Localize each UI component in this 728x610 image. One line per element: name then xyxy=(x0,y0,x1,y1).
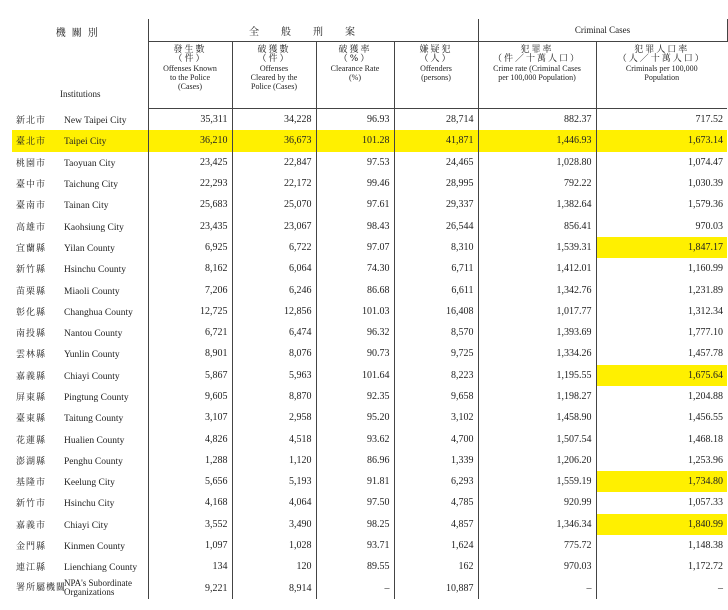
crime-statistics-table xyxy=(12,19,728,599)
value-cell: 8,076 xyxy=(232,343,316,364)
value-cell: 28,714 xyxy=(394,109,478,131)
value-cell: 6,474 xyxy=(232,322,316,343)
value-cell: 1,028 xyxy=(232,535,316,556)
institution-name-zh: 署所屬機關 xyxy=(16,583,67,594)
value-cell: 26,544 xyxy=(394,215,478,236)
institution-name-en: Chiayi County xyxy=(64,371,120,382)
value-cell: 4,064 xyxy=(232,492,316,513)
value-cell: 882.37 xyxy=(478,109,596,131)
value-cell: 792.22 xyxy=(478,173,596,194)
institution-name-en: Miaoli County xyxy=(64,286,120,297)
value-cell: 8,310 xyxy=(394,237,478,258)
value-cell: 89.55 xyxy=(316,556,394,577)
institution-name-en: Changhua County xyxy=(64,307,133,318)
institution-name-en: Nantou County xyxy=(64,329,123,340)
value-cell: 34,228 xyxy=(232,109,316,131)
column-header-zh: 犯罪率 xyxy=(520,45,554,55)
value-cell: 1,342.76 xyxy=(478,279,596,300)
value-cell: 1,206.20 xyxy=(478,450,596,471)
value-cell: 93.62 xyxy=(316,428,394,449)
column-header-en: Clearance Rate (%) xyxy=(330,64,380,82)
institution-name-en: Taitung County xyxy=(64,414,124,425)
value-cell: 1,028.80 xyxy=(478,152,596,173)
value-cell: 1,507.54 xyxy=(478,428,596,449)
value-cell: 3,490 xyxy=(232,514,316,535)
criminal-cases-group-header: Criminal Cases xyxy=(478,19,727,42)
institution-name-en: Yunlin County xyxy=(64,350,120,361)
institution-name-en: Chiayi City xyxy=(64,520,109,531)
value-cell: 101.03 xyxy=(316,301,394,322)
value-cell: 96.93 xyxy=(316,109,394,131)
table-row xyxy=(12,130,727,151)
value-cell: 6,293 xyxy=(394,471,478,492)
institution-name-zh: 連江縣 xyxy=(16,563,47,574)
table-row xyxy=(12,407,727,428)
table-row xyxy=(12,365,727,386)
value-cell: 1,231.89 xyxy=(688,284,723,296)
value-cell: 6,925 xyxy=(148,237,232,258)
value-cell: 717.52 xyxy=(695,114,723,126)
value-cell: 856.41 xyxy=(478,215,596,236)
value-cell: 22,847 xyxy=(232,152,316,173)
institution-name-en: Penghu County xyxy=(64,456,123,467)
value-cell: 1,253.96 xyxy=(688,454,723,466)
value-cell: 90.73 xyxy=(316,343,394,364)
value-cell: 1,393.69 xyxy=(478,322,596,343)
institution-name-zh: 臺東縣 xyxy=(16,414,47,425)
value-cell: 36,210 xyxy=(148,130,232,151)
institution-cell xyxy=(12,301,148,322)
institution-cell xyxy=(12,471,148,492)
value-cell: 1,204.88 xyxy=(688,391,723,402)
table-row xyxy=(12,556,727,577)
value-cell: 22,172 xyxy=(232,173,316,194)
value-cell: 93.71 xyxy=(316,535,394,556)
column-header-en: Offenses Known to the Police (Cases) xyxy=(163,64,217,91)
table-row xyxy=(12,109,727,131)
value-cell: 1,030.39 xyxy=(688,178,723,190)
value-cell: 28,995 xyxy=(394,173,478,194)
value-cell: 134 xyxy=(148,556,232,577)
institution-name-zh: 澎湖縣 xyxy=(16,456,47,467)
institution-name-en: Hualien County xyxy=(64,435,125,446)
institution-cell xyxy=(12,343,148,364)
table-row xyxy=(12,535,727,556)
table-row xyxy=(12,578,727,599)
column-header-zh: 嫌疑犯 xyxy=(419,45,453,55)
value-cell: 1,017.77 xyxy=(478,301,596,322)
value-cell: 1,346.34 xyxy=(478,514,596,535)
value-cell: 1,339 xyxy=(394,450,478,471)
value-cell: 97.07 xyxy=(316,237,394,258)
institution-cell xyxy=(12,514,148,535)
value-cell: 7,206 xyxy=(148,279,232,300)
column-header-en: Offenses Cleared by the Police (Cases) xyxy=(250,64,298,91)
institution-name-zh: 桃園市 xyxy=(16,158,47,169)
value-cell: 4,785 xyxy=(394,492,478,513)
institution-header-zh: 機關別 xyxy=(55,28,104,39)
value-cell: 1,334.26 xyxy=(478,343,596,364)
institution-name-zh: 南投縣 xyxy=(16,329,47,340)
value-cell: 1,074.47 xyxy=(688,156,723,168)
institution-name-zh: 宜蘭縣 xyxy=(16,243,47,254)
institution-cell xyxy=(12,428,148,449)
institution-name-en: Hsinchu County xyxy=(64,265,127,276)
value-cell: – xyxy=(478,578,596,599)
value-cell: 4,168 xyxy=(148,492,232,513)
institution-name-en: Hsinchu City xyxy=(64,499,115,510)
column-header-unit: （人／十萬人口） xyxy=(617,54,706,64)
value-cell: 8,162 xyxy=(148,258,232,279)
value-cell: 5,867 xyxy=(148,365,232,386)
column-header-1 xyxy=(148,42,232,109)
value-cell: 12,725 xyxy=(148,301,232,322)
column-header-5 xyxy=(478,42,596,109)
value-cell: 23,435 xyxy=(148,215,232,236)
table-row xyxy=(12,428,727,449)
table-row xyxy=(12,215,727,236)
value-cell: 86.96 xyxy=(316,450,394,471)
value-cell: – xyxy=(316,578,394,599)
table-row xyxy=(12,301,727,322)
value-cell: 97.50 xyxy=(316,492,394,513)
value-cell: 23,425 xyxy=(148,152,232,173)
value-cell: 1,097 xyxy=(148,535,232,556)
value-cell: 91.81 xyxy=(316,471,394,492)
column-header-zh: 發生數 xyxy=(173,45,207,55)
value-cell: 6,246 xyxy=(232,279,316,300)
value-cell: 95.20 xyxy=(316,407,394,428)
institution-cell xyxy=(12,109,148,131)
institution-cell xyxy=(12,279,148,300)
institution-name-en: Taoyuan City xyxy=(64,158,116,169)
institution-cell xyxy=(12,365,148,386)
institution-name-zh: 新竹市 xyxy=(16,499,47,510)
value-cell: 101.64 xyxy=(316,365,394,386)
value-cell: 29,337 xyxy=(394,194,478,215)
institution-name-en: New Taipei City xyxy=(64,115,127,126)
value-cell: 99.46 xyxy=(316,173,394,194)
value-cell: 5,193 xyxy=(232,471,316,492)
value-cell: 1,446.93 xyxy=(478,130,596,151)
value-cell: 16,408 xyxy=(394,301,478,322)
value-cell: 97.61 xyxy=(316,194,394,215)
institution-cell xyxy=(12,322,148,343)
value-cell: 1,559.19 xyxy=(478,471,596,492)
institution-name-zh: 基隆市 xyxy=(16,478,47,489)
value-cell: 9,658 xyxy=(394,386,478,407)
value-cell: 162 xyxy=(394,556,478,577)
value-cell: 970.03 xyxy=(695,220,723,232)
general-cases-group-header: 全般刑案 xyxy=(148,19,478,42)
value-cell: 120 xyxy=(232,556,316,577)
value-cell: 1,312.34 xyxy=(688,305,723,317)
institution-name-en: Keelung City xyxy=(64,478,115,489)
table-row xyxy=(12,386,727,407)
value-cell: 9,725 xyxy=(394,343,478,364)
value-cell: 1,777.10 xyxy=(688,327,723,339)
column-header-zh: 犯罪人口率 xyxy=(634,45,690,55)
value-cell: 1,539.31 xyxy=(478,237,596,258)
value-cell: 8,914 xyxy=(232,578,316,599)
column-header-en: Crime rate (Criminal Cases per 100,000 Population) xyxy=(493,64,581,82)
value-cell: 98.43 xyxy=(316,215,394,236)
institution-cell xyxy=(12,578,148,599)
value-cell: 920.99 xyxy=(478,492,596,513)
institution-name-zh: 臺南市 xyxy=(16,201,47,212)
value-cell: 25,683 xyxy=(148,194,232,215)
institution-cell xyxy=(12,450,148,471)
value-cell: 24,465 xyxy=(394,152,478,173)
value-cell: 1,198.27 xyxy=(478,386,596,407)
value-cell: 3,102 xyxy=(394,407,478,428)
value-cell: 6,711 xyxy=(394,258,478,279)
value-cell: 970.03 xyxy=(478,556,596,577)
value-cell: 5,656 xyxy=(148,471,232,492)
value-cell: 1,456.55 xyxy=(688,412,723,424)
column-header-unit: （件） xyxy=(173,54,207,64)
table-row xyxy=(12,173,727,194)
value-cell: 6,721 xyxy=(148,322,232,343)
institution-name-zh: 新北市 xyxy=(16,115,47,126)
column-header-zh: 破獲數 xyxy=(257,45,291,55)
institution-cell xyxy=(12,194,148,215)
value-cell: 3,552 xyxy=(148,514,232,535)
column-header-unit: （件／十萬人口） xyxy=(492,54,581,64)
value-cell: 4,518 xyxy=(232,428,316,449)
value-cell: 2,958 xyxy=(232,407,316,428)
value-cell: 1,457.78 xyxy=(688,348,723,360)
institution-cell xyxy=(12,130,148,151)
institution-cell xyxy=(12,258,148,279)
value-cell: 23,067 xyxy=(232,215,316,236)
value-cell: 6,064 xyxy=(232,258,316,279)
value-cell: 1,288 xyxy=(148,450,232,471)
institution-name-en: Pingtung County xyxy=(64,393,129,403)
institution-cell xyxy=(12,215,148,236)
value-cell: 6,722 xyxy=(232,237,316,258)
institution-cell xyxy=(12,535,148,556)
value-cell: 1,624 xyxy=(394,535,478,556)
value-cell: 1,160.99 xyxy=(688,263,723,275)
value-cell: 36,673 xyxy=(232,130,316,151)
column-header-3 xyxy=(316,42,394,109)
value-cell: 10,887 xyxy=(394,578,478,599)
institution-name-zh: 臺中市 xyxy=(16,180,47,191)
institution-header-en: Institutions xyxy=(60,89,101,99)
value-cell: 1,172.72 xyxy=(688,561,723,573)
value-cell: 96.32 xyxy=(316,322,394,343)
institution-name-en: Lienchiang County xyxy=(64,563,138,574)
column-header-unit: （件） xyxy=(257,54,291,64)
value-cell: 12,856 xyxy=(232,301,316,322)
table-row xyxy=(12,450,727,471)
institution-name-en: Taipei City xyxy=(64,137,107,148)
value-cell: 98.25 xyxy=(316,514,394,535)
institution-name-zh: 花蓮縣 xyxy=(16,435,47,446)
column-header-2 xyxy=(232,42,316,109)
institution-cell xyxy=(12,237,148,258)
value-cell: 1,382.64 xyxy=(478,194,596,215)
table-row xyxy=(12,514,727,535)
institution-name-zh: 金門縣 xyxy=(16,542,47,553)
value-cell: 1,057.33 xyxy=(688,497,723,509)
value-cell: 9,605 xyxy=(148,386,232,407)
table-row xyxy=(12,471,727,492)
value-cell: 4,857 xyxy=(394,514,478,535)
table-row xyxy=(12,343,727,364)
value-cell: 1,195.55 xyxy=(478,365,596,386)
value-cell: 1,675.64 xyxy=(596,365,727,386)
table-row xyxy=(12,258,727,279)
institution-name-zh: 高雄市 xyxy=(16,222,47,233)
value-cell: 3,107 xyxy=(148,407,232,428)
value-cell: 9,221 xyxy=(148,578,232,599)
value-cell: 1,840.99 xyxy=(596,514,727,535)
institution-name-en: Yilan County xyxy=(64,243,115,254)
column-header-zh: 破獲率 xyxy=(338,45,372,55)
institution-cell xyxy=(12,556,148,577)
institution-cell xyxy=(12,407,148,428)
column-header-unit: （%） xyxy=(338,54,372,64)
value-cell: 1,468.18 xyxy=(688,433,723,445)
value-cell: 6,611 xyxy=(394,279,478,300)
institution-name-en: Kaohsiung City xyxy=(64,222,124,233)
column-header-6 xyxy=(596,42,727,109)
value-cell: 775.72 xyxy=(478,535,596,556)
value-cell: 1,148.38 xyxy=(688,540,723,552)
institution-name-zh: 嘉義市 xyxy=(16,520,47,531)
value-cell: 35,311 xyxy=(148,109,232,131)
column-header-en: Criminals per 100,000 Population xyxy=(625,64,698,82)
institution-cell xyxy=(12,152,148,173)
institution-name-zh: 嘉義縣 xyxy=(16,371,47,382)
institution-name-en: Taichung City xyxy=(64,180,118,191)
value-cell: 97.53 xyxy=(316,152,394,173)
value-cell: 4,700 xyxy=(394,428,478,449)
value-cell: 1,734.80 xyxy=(596,471,727,492)
value-cell: 22,293 xyxy=(148,173,232,194)
value-cell: 1,120 xyxy=(232,450,316,471)
institution-name-en: NPA's Subordinate Organizations xyxy=(64,578,133,598)
value-cell: 41,871 xyxy=(394,130,478,151)
value-cell: 8,870 xyxy=(232,386,316,407)
value-cell: 92.35 xyxy=(316,386,394,407)
column-header-4 xyxy=(394,42,478,109)
value-cell: 8,901 xyxy=(148,343,232,364)
column-header-unit: （人） xyxy=(419,54,453,64)
value-cell: 1,412.01 xyxy=(478,258,596,279)
column-header-en: Offenders (persons) xyxy=(420,64,452,82)
value-cell: 74.30 xyxy=(316,258,394,279)
value-cell: 25,070 xyxy=(232,194,316,215)
institution-name-zh: 彰化縣 xyxy=(16,307,47,318)
table-row xyxy=(12,279,727,300)
institution-name-en: Tainan City xyxy=(64,201,109,212)
institution-cell xyxy=(12,386,148,407)
institution-cell xyxy=(12,173,148,194)
value-cell: 5,963 xyxy=(232,365,316,386)
table-row xyxy=(12,492,727,513)
institution-name-zh: 屏東縣 xyxy=(16,393,47,403)
institution-name-en: Kinmen County xyxy=(64,542,125,553)
table-row xyxy=(12,237,727,258)
institution-cell xyxy=(12,492,148,513)
value-cell: 1,847.17 xyxy=(596,237,727,258)
table-row xyxy=(12,194,727,215)
institution-header xyxy=(12,19,148,109)
value-cell: 101.28 xyxy=(316,130,394,151)
institution-name-zh: 新竹縣 xyxy=(16,265,47,276)
institution-name-zh: 雲林縣 xyxy=(16,350,47,361)
value-cell: – xyxy=(718,582,723,594)
value-cell: 86.68 xyxy=(316,279,394,300)
value-cell: 8,223 xyxy=(394,365,478,386)
value-cell: 1,458.90 xyxy=(478,407,596,428)
table-row xyxy=(12,152,727,173)
value-cell: 1,673.14 xyxy=(596,130,727,151)
value-cell: 8,570 xyxy=(394,322,478,343)
institution-name-zh: 臺北市 xyxy=(16,137,47,148)
value-cell: 1,579.36 xyxy=(688,199,723,211)
institution-name-zh: 苗栗縣 xyxy=(16,286,47,297)
value-cell: 4,826 xyxy=(148,428,232,449)
table-row xyxy=(12,322,727,343)
